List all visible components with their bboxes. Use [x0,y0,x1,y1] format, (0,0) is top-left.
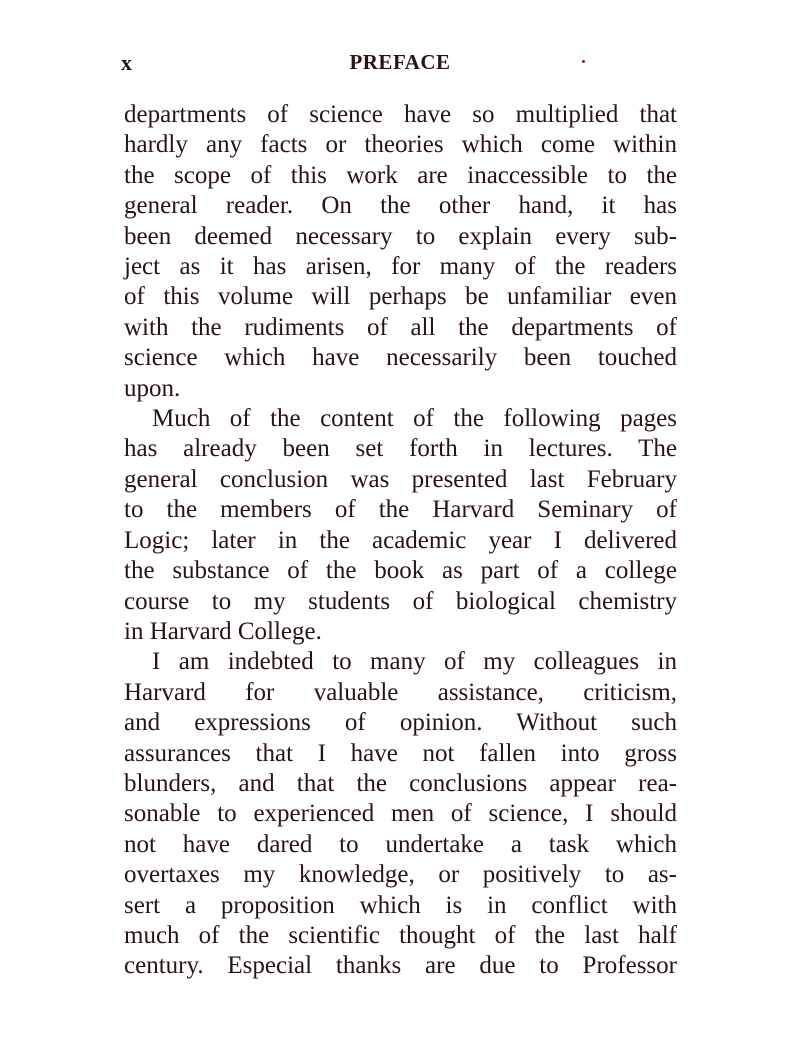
text-line: general reader. On the other hand, it has [124,192,677,220]
paragraph-1 [124,100,677,404]
text-line: hardly any facts or theories which come within [124,131,677,159]
text-line: general conclusion was presented last February [124,465,677,493]
text-line: been deemed necessary to explain every sub- [124,222,677,250]
text-line: the scope of this work are inaccessible to the [124,161,677,189]
text-line: ject as it has arisen, for many of the readers [124,253,677,281]
body-text [124,100,677,982]
paragraph-3 [124,647,677,981]
text-line: course to my students of biological chemistry [124,587,677,615]
text-line: the substance of the book as part of a college [124,557,677,585]
text-line: Much of the content of the following pages [152,405,677,433]
text-line: I am indebted to many of my colleagues in [152,648,677,676]
text-line: Harvard for valuable assistance, criticism, [124,678,677,706]
text-line: assurances that I have not fallen into gross [124,739,677,767]
text-line: century. Especial thanks are due to Professor [124,952,677,980]
text-line: sert a proposition which is in conflict with [124,891,677,919]
text-line: of this volume will perhaps be unfamiliar even [124,283,677,311]
running-head: PREFACE [349,50,451,74]
text-line: in Harvard College. [124,617,322,645]
text-line: and expressions of opinion. Without such [124,709,677,737]
text-line: Logic; later in the academic year I delivered [124,526,677,554]
text-line: to the members of the Harvard Seminary of [124,496,677,524]
ink-speck [582,60,585,63]
text-line: has already been set forth in lectures. The [124,435,677,463]
text-line: upon. [124,374,181,402]
page-number: x [121,50,133,75]
text-line: overtaxes my knowledge, or positively to as- [124,861,677,889]
text-line: departments of science have so multiplied that [124,101,677,128]
text-line: not have dared to undertake a task which [124,830,677,858]
text-line: blunders, and that the conclusions appear rea- [124,769,677,797]
text-line: sonable to experienced men of science, I should [124,800,677,828]
paragraph-2 [124,404,677,647]
text-line: much of the scientific thought of the last half [124,921,677,949]
text-line: with the rudiments of all the departments of [124,313,677,341]
text-line: science which have necessarily been touched [124,344,677,372]
